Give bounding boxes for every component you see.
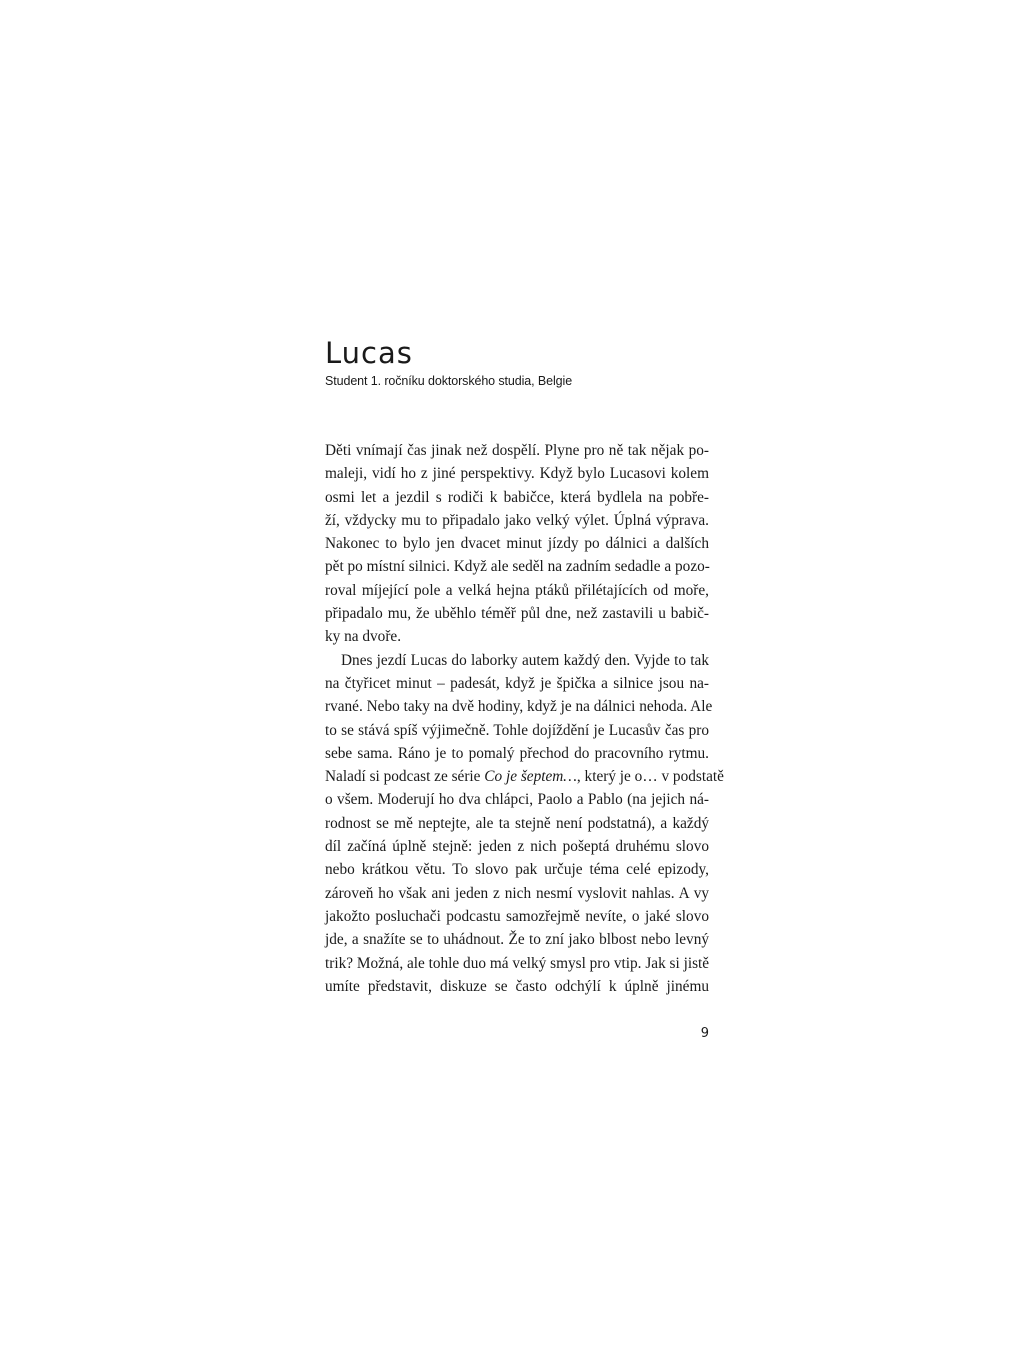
text-line: díl začíná úplně stejně: jeden z nich pošeptá druhému slovo [325,838,709,856]
text-line: ky na dvoře. [325,628,402,646]
text-line: připadalo mu, že uběhlo téměř půl dne, než zastavili u babič- [325,605,709,623]
text-run: , který je o… v podstatě [576,768,724,786]
text-line: zároveň ho však ani jeden z nich nesmí vyslovit nahlas. A vy [325,884,709,902]
text-line: to se stává spíš výjimečně. Tohle dojíždění je Lucasův čas pro [325,721,709,739]
text-line: jde, a snažíte se to uhádnout. Že to zní jako blbost nebo levný [325,931,709,949]
podcast-title: Co je šeptem… [484,768,577,786]
text-line: o všem. Moderují ho dva chlápci, Paolo a Pablo (na jejich ná- [325,791,709,809]
text-line: nebo krátkou větu. To slovo pak určuje téma celé epizody, [325,861,709,879]
chapter-subtitle: Student 1. ročníku doktorského studia, Belgie [325,374,573,388]
text-line: roval míjející pole a velká hejna ptáků přilétajících od moře, [325,581,709,599]
text-line: ží, vždycky mu to připadalo jako velký výlet. Úplná výprava. [325,511,709,529]
paragraph-1 [325,439,709,649]
text-line: umíte představit, diskuze se často odchýlí k úplně jinému [325,977,709,995]
text-line: rvané. Nebo taky na dvě hodiny, když je na dálnici nehoda. Ale [325,698,713,716]
paragraph-2 [325,649,724,998]
body-text [325,439,724,998]
text-run: Naladí si podcast ze série [325,768,485,786]
text-line: pět po místní silnici. Když ale seděl na zadním sedadle a pozo- [325,558,710,576]
page-number: 9 [700,1026,709,1041]
text-line: trik? Možná, ale tohle duo má velký smysl pro vtip. Jak si jistě [325,954,710,972]
text-line: Děti vnímají čas jinak než dospělí. Plyne pro ně tak nějak po- [325,442,709,459]
text-line-podcast [325,765,724,788]
text-line: sebe sama. Ráno je to pomalý přechod do pracovního rytmu. [325,744,709,762]
text-line: jakožto posluchači podcastu samozřejmě nevíte, o jaké slovo [325,907,709,925]
text-line: Dnes jezdí Lucas do laborky autem každý den. Vyjde to tak [341,651,709,669]
text-line: osmi let a jezdil s rodiči k babičce, která bydlela na pobře- [325,488,709,506]
text-line: Nakonec to bylo jen dvacet minut jízdy po dálnici a dalších [325,535,709,553]
text-line: na čtyřicet minut – padesát, když je špička a silnice jsou na- [325,674,709,692]
text-line: rodnost se mě neptejte, ale ta stejně není podstatná), a každý [325,814,709,832]
text-line: maleji, vidí ho z jiné perspektivy. Když bylo Lucasovi kolem [325,465,709,483]
chapter-title: Lucas [325,336,413,370]
